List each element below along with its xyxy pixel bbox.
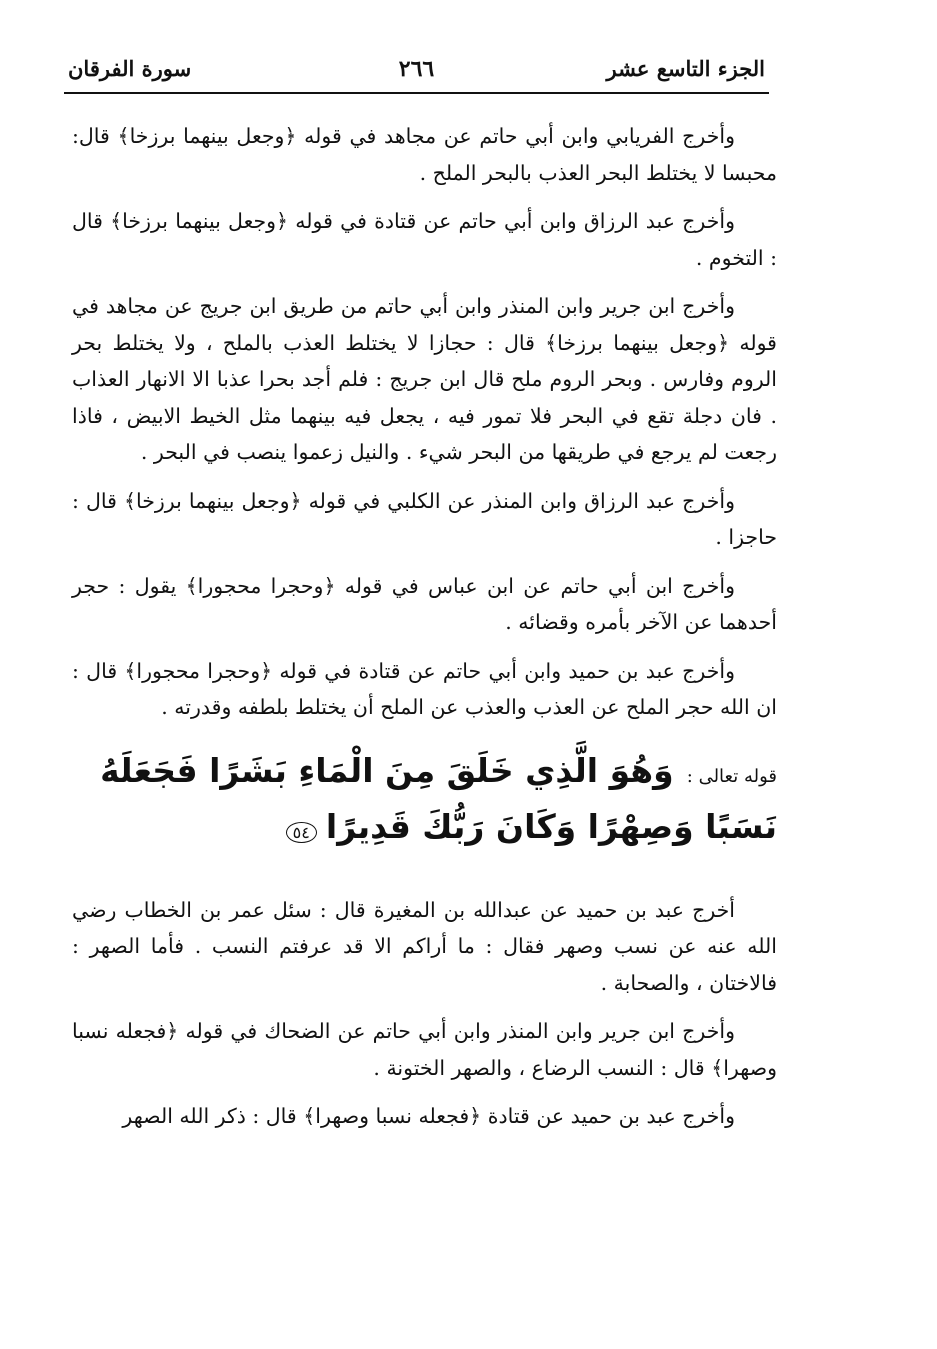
page-header [64, 46, 769, 94]
part-title: الجزء التاسع عشر [606, 56, 765, 81]
verse-intro: قوله تعالى : [686, 765, 777, 787]
paragraph: وأخرج عبد بن حميد عن قتادة ﴿فجعله نسبا وصهرا﴾ قال : ذكر الله الصهر [122, 1104, 735, 1128]
verse-number: ٥٤ [286, 822, 317, 843]
page-body [72, 118, 777, 1147]
paragraph: وأخرج الفريابي وابن أبي حاتم عن مجاهد في قوله ﴿وجعل بينهما برزخا﴾ قال: محبسا لا يختلط البحر العذب بالبحر الملح . [72, 124, 777, 185]
quran-verse [72, 746, 777, 858]
paragraph: وأخرج عبد بن حميد وابن أبي حاتم عن قتادة في قوله ﴿وحجرا محجورا﴾ قال : ان الله حجر الملح عن العذب والعذب عن الملح أن يختلط بلطفه وقدرته . [72, 658, 777, 719]
paragraph: وأخرج ابن أبي حاتم عن ابن عباس في قوله ﴿وحجرا محجورا﴾ يقول : حجر أحدهما عن الآخر بأمره وقضائه . [72, 573, 777, 634]
verse-text: وَهُوَ الَّذِي خَلَقَ مِنَ الْمَاءِ بَشَرًا فَجَعَلَهُ نَسَبًا وَصِهْرًا وَكَانَ رَبُّكَ قَدِيرًا [100, 750, 777, 846]
paragraph: وأخرج عبد الرزاق وابن المنذر عن الكلبي في قوله ﴿وجعل بينهما برزخا﴾ قال : حاجزا . [72, 488, 777, 549]
paragraph: أخرج عبد بن حميد عن عبدالله بن المغيرة قال : سئل عمر بن الخطاب رضي الله عنه عن نسب وصهر فقال : ما أراكم الا قد عرفتم النسب . فأما الصهر : فالاختان ، والصحابة . [72, 897, 777, 995]
paragraph: وأخرج عبد الرزاق وابن أبي حاتم عن قتادة في قوله ﴿وجعل بينهما برزخا﴾ قال : التخوم . [72, 209, 777, 270]
page-number: ٢٦٦ [398, 56, 435, 82]
paragraph: وأخرج ابن جرير وابن المنذر وابن أبي حاتم من طريق ابن جريج عن مجاهد في قوله ﴿وجعل بينهما برزخا﴾ قال : حجازا لا يختلط العذب بالملح ، ولا يختلط بحر الروم وفارس . وبحر الروم ملح قال ابن جريج : فلم أجد بحرا عذبا الا الانهار العذاب . فان دجلة تقع في البحر فلا تمور فيه ، يجعل فيه بينهما مثل الخيط الابيض ، فاذا رجعت لم يرجع في طريقها من البحر شيء . والنيل زعموا ينصب في البحر . [72, 294, 777, 464]
paragraph: وأخرج ابن جرير وابن المنذر وابن أبي حاتم عن الضحاك في قوله ﴿فجعله نسبا وصهرا﴾ قال : النسب الرضاع ، والصهر الختونة . [72, 1019, 777, 1080]
surah-title: سورة الفرقان [68, 56, 192, 81]
